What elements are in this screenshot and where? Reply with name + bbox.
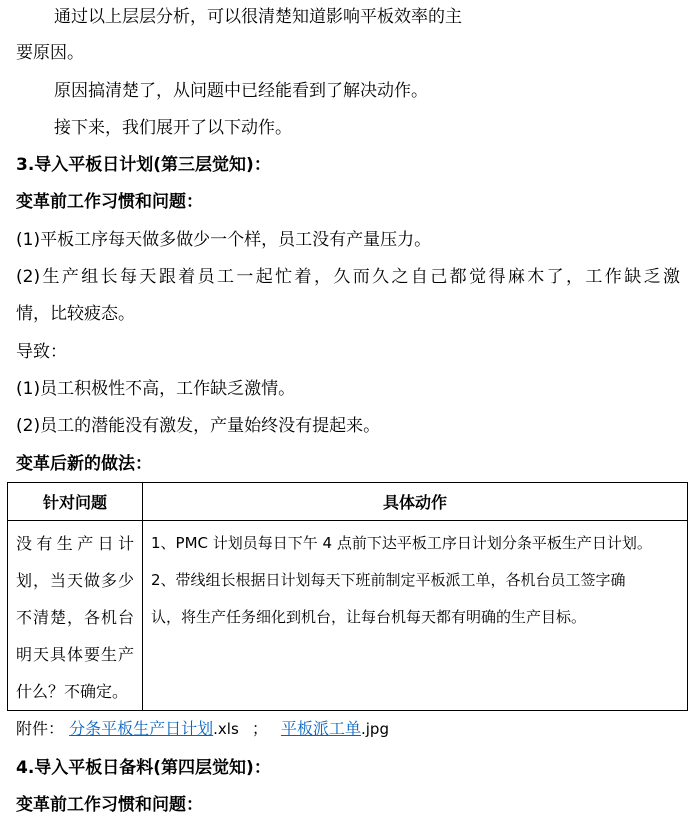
problem-line: 什么？不确定。 — [16, 682, 129, 701]
issue-item-2-line1: (2)生产组长每天跟着员工一起忙着，久而久之自己都觉得麻木了，工作缺乏激 — [16, 267, 680, 287]
attachment-separator: ； — [251, 719, 268, 738]
paragraph-text: 要原因。 — [16, 43, 84, 63]
attachment-link-dispatch[interactable]: 平板派工单 — [280, 719, 361, 738]
section-heading-4: 4.导入平板日备料(第四层觉知)： — [16, 758, 271, 778]
result-item-1: (1)员工积极性不高，工作缺乏激情。 — [16, 379, 296, 399]
paragraph-text: 接下来，我们展开了以下动作。 — [54, 118, 292, 138]
subheading-after: 变革后新的做法： — [16, 454, 152, 474]
actions-table — [7, 482, 688, 711]
problem-line: 不清楚，各机台 — [16, 608, 134, 627]
attachment-link-daily-plan[interactable]: 分条平板生产日计划 — [69, 719, 214, 738]
attachment-line — [16, 717, 389, 741]
attachment-ext-xls: .xls — [213, 720, 239, 738]
issue-item-1: (1)平板工序每天做多做少一个样，员工没有产量压力。 — [16, 230, 432, 250]
table-row — [8, 521, 688, 711]
table-header-row — [8, 483, 688, 521]
subheading-before-2: 变革前工作习惯和问题： — [16, 795, 203, 815]
paragraph-text: 原因搞清楚了，从问题中已经能看到了解决动作。 — [54, 81, 428, 101]
problem-line: 没有生产日计 — [16, 534, 134, 553]
action-line: 认，将生产任务细化到机台，让每台机每天都有明确的生产目标。 — [151, 608, 587, 626]
action-line: 1、PMC 计划员每日下午 4 点前下达平板工序日计划分条平板生产日计划。 — [151, 534, 652, 552]
action-line: 2、带线组长根据日计划每天下班前制定平板派工单，各机台员工签字确 — [151, 571, 626, 589]
result-item-2: (2)员工的潜能没有激发，产量始终没有提起来。 — [16, 416, 381, 436]
table-header-action: 具体动作 — [143, 483, 688, 521]
issue-item-2-line2: 情，比较疲态。 — [16, 304, 135, 324]
problem-line: 划，当天做多少 — [16, 571, 134, 590]
problem-cell — [8, 521, 143, 711]
paragraph-text: 通过以上层层分析，可以很清楚知道影响平板效率的主 — [54, 7, 462, 27]
attachment-ext-jpg: .jpg — [360, 720, 389, 738]
attachment-label: 附件： — [16, 719, 65, 738]
subheading-before: 变革前工作习惯和问题： — [16, 192, 203, 212]
section-heading-3: 3.导入平板日计划(第三层觉知)： — [16, 155, 271, 175]
result-label: 导致： — [16, 342, 67, 362]
table-header-problem: 针对问题 — [8, 483, 143, 521]
problem-line: 明天具体要生产 — [16, 645, 134, 664]
action-cell — [143, 521, 688, 711]
